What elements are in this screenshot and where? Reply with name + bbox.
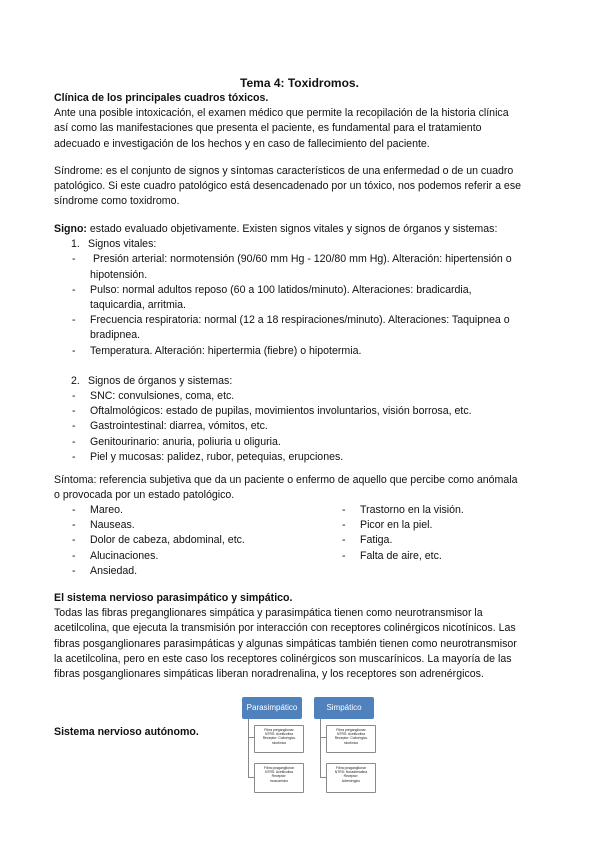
connector-line [248, 719, 249, 777]
list-item: - Presión arterial: normotensión (90/60 mm Hg - 120/80 mm Hg). Alteración: hipertensión o hipotensión. [72, 253, 512, 281]
simp-pre-box: Fibra preganglionar NTRS: Acetilcolina Receptor: Colinérgico nicotínico [326, 725, 376, 753]
list-number: 1. [71, 238, 80, 251]
section-title: Signos vitales: [88, 238, 157, 251]
list-item: - Fatiga. [342, 534, 393, 547]
list-item: - Temperatura. Alteración: hipertermia (fiebre) o hipotermia. [72, 344, 362, 357]
sna-label: Sistema nervioso autónomo. [54, 726, 199, 738]
simp-post-box: Fibra posganglionar NTRS: Noradrenalina Receptor: Adrenérgico [326, 763, 376, 793]
sintoma-line: Síntoma: referencia subjetiva que da un paciente o enfermo de aquello que percibe como anómala [54, 474, 518, 486]
list-item: - Gastrointestinal: diarrea, vómitos, etc. [72, 420, 268, 433]
intro-line: adecuado e investigación de los hechos y en caso de fallecimiento del paciente. [54, 137, 430, 150]
sintoma-section [54, 473, 544, 503]
signo-label: Signo: [54, 223, 87, 235]
sintoma-left-column [54, 503, 314, 579]
sindrome-line: Síndrome: es el conjunto de signos y síntomas característicos de una enfermedad o de un cuadro [54, 165, 514, 177]
sistema-nervioso-section [54, 591, 544, 682]
list-item: - Alucinaciones. [72, 549, 159, 562]
list-item: - SNC: convulsiones, coma, etc. [72, 390, 235, 403]
list-item: - Trastorno en la visión. [342, 504, 464, 516]
snc-line: fibras posganglionares simpáticas liberan noradrenalina, y los receptores son adrenérgicos. [54, 668, 484, 681]
numbered-heading [54, 374, 544, 389]
list-item: - Mareo. [72, 504, 123, 516]
list-item: - Oftalmológicos: estado de pupilas, movimientos involuntarios, visión borrosa, etc. [72, 405, 472, 418]
sindrome-line: patológico. Si este cuadro patológico está desencadenado por un tóxico, nos podemos referir a ese [54, 180, 522, 193]
snc-line: la acetilcolina, pero en este caso los receptores colinérgicos son muscarínicos. La mayoría de las [54, 652, 512, 665]
list-item: - Picor en la piel. [342, 519, 433, 532]
page-title: Tema 4: Toxidromos. [240, 76, 359, 90]
connector-line [320, 719, 321, 777]
list-number: 2. [71, 374, 80, 387]
intro-line: Ante una posible intoxicación, el examen médico que permite la recopilación de la historia clínica [54, 107, 509, 120]
signo-text: estado evaluado objetivamente. Existen signos vitales y signos de órganos y sistemas: [86, 223, 498, 235]
list-item: - Dolor de cabeza, abdominal, etc. [72, 534, 245, 547]
sindrome-line: síndrome como toxidromo. [54, 195, 180, 208]
list-item: - Genitourinario: anuria, poliuria u oliguria. [72, 435, 281, 448]
sna-diagram [240, 697, 380, 797]
list-item: - Pulso: normal adultos reposo (60 a 100 latidos/minuto). Alteraciones: bradicardia, taquicardia, arritmia. [72, 283, 472, 312]
list-item: - Piel y mucosas: palidez, rubor, petequias, erupciones. [72, 450, 344, 463]
intro-line: así como las manifestaciones que presenta el paciente, es fundamental para el tratamiento [54, 122, 482, 135]
snc-line: acetilcolina, que ejecuta la transmisión por interacción con receptores colinérgicos nicotínicos. Las [54, 622, 516, 635]
list-item: - Nauseas. [72, 519, 135, 532]
simpatico-header: Simpático [314, 697, 374, 719]
intro-heading: Clínica de los principales cuadros tóxicos. [54, 92, 269, 104]
parasimpatico-header: Parasimpático [242, 697, 302, 719]
para-post-box: Fibra posganglionar NTRS: Acetilcolina Receptor: muscarínico [254, 763, 304, 793]
sintoma-line: o provocada por un estado patológico. [54, 489, 235, 502]
list-item: - Ansiedad. [72, 564, 138, 577]
snc-line: Todas las fibras preganglionares simpática y parasimpática tienen como neurotransmisor la [54, 607, 483, 620]
signo-definition [54, 222, 544, 237]
list-item: - Falta de aire, etc. [342, 549, 442, 562]
sindrome-section [54, 164, 544, 210]
numbered-heading [54, 237, 544, 252]
signo-section [54, 222, 544, 465]
intro-section [54, 91, 544, 152]
section-title: Signos de órganos y sistemas: [88, 374, 233, 387]
list-item: - Frecuencia respiratoria: normal (12 a 18 respiraciones/minuto). Alteraciones: Taquipnea o bradipnea. [72, 314, 510, 342]
para-pre-box: Fibra preganglionar NTRS: Acetilcolina Receptor: Colinérgico nicotínico [254, 725, 304, 753]
sintoma-right-column [324, 503, 524, 564]
snc-line: fibras posganglionares parasimpáticas y algunas simpáticas también tienen como neurotransmisor [54, 637, 517, 650]
snc-heading: El sistema nervioso parasimpático y simpático. [54, 592, 293, 604]
